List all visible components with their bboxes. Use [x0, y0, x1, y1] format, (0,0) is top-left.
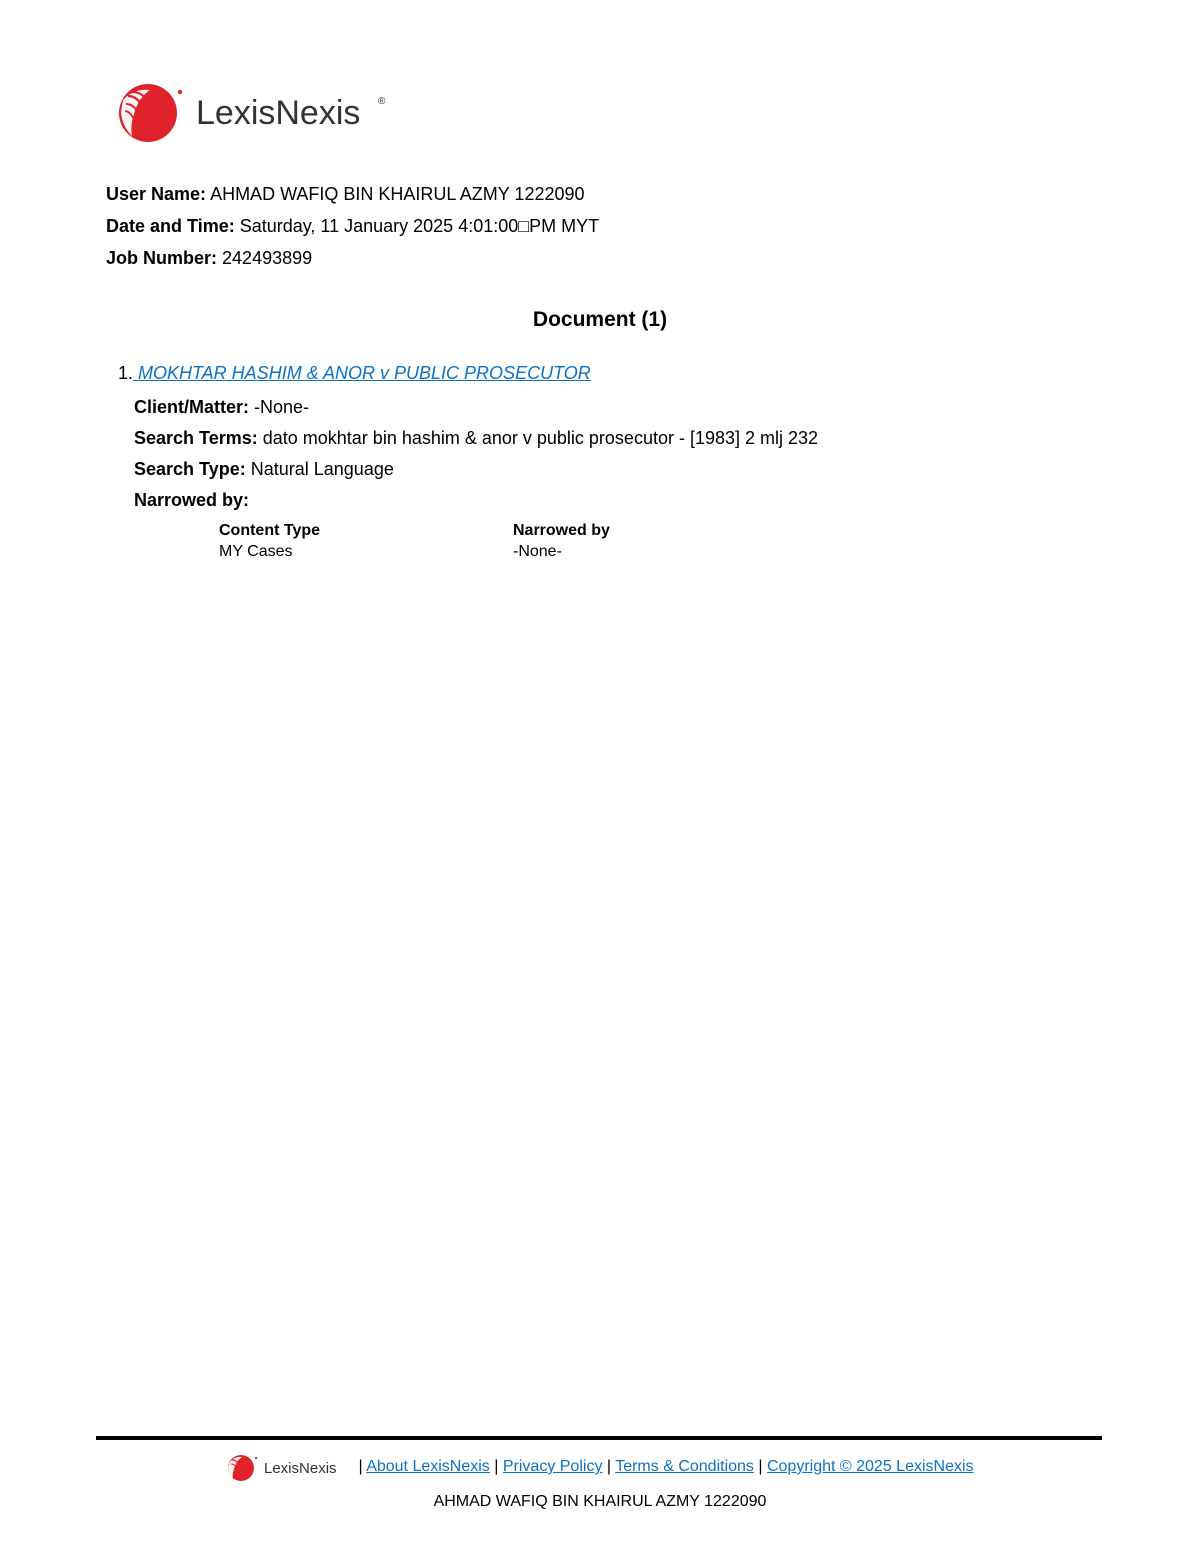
copyright-link[interactable]: Copyright © 2025 LexisNexis [766, 1458, 974, 1476]
footer-emblem-icon [228, 1455, 257, 1481]
registered-mark: ® [378, 96, 386, 107]
footer-divider [96, 1436, 1102, 1440]
table-header-content-type: Content Type [219, 522, 321, 539]
document-details [134, 392, 818, 516]
datetime-row [106, 210, 599, 242]
user-name-row [106, 178, 599, 210]
job-metadata [106, 178, 599, 274]
terms-conditions-link[interactable]: Terms & Conditions [615, 1458, 754, 1476]
job-number-value: 242493899 [222, 248, 313, 268]
search-type-row [134, 454, 818, 485]
search-type-label: Search Type: [134, 459, 246, 479]
about-lexisnexis-link[interactable]: About LexisNexis [366, 1458, 490, 1476]
footer-separator: | [753, 1458, 767, 1476]
footer-separator: | [489, 1458, 503, 1476]
search-terms-row [134, 423, 818, 454]
document-count-heading: Document (1) [532, 308, 668, 331]
client-matter-label: Client/Matter: [134, 397, 250, 417]
datetime-value: Saturday, 11 January 2025 4:01:00□PM MYT [239, 216, 600, 236]
table-header-narrowed-by: Narrowed by [513, 522, 610, 539]
footer-user-name: AHMAD WAFIQ BIN KHAIRUL AZMY 1222090 [433, 1493, 767, 1510]
footer-logo-wordmark: LexisNexis [264, 1460, 337, 1477]
document-list [118, 360, 818, 516]
logo-wordmark: LexisNexis [196, 94, 361, 132]
footer-lexisnexis-logo [226, 1452, 358, 1482]
privacy-policy-link[interactable]: Privacy Policy [502, 1458, 603, 1476]
lexisnexis-logo [116, 80, 396, 144]
datetime-label: Date and Time: [106, 216, 235, 236]
narrowed-by-row [134, 485, 818, 516]
document-number: 1. [118, 363, 134, 383]
user-name-value: AHMAD WAFIQ BIN KHAIRUL AZMY 1222090 [210, 184, 585, 204]
search-terms-label: Search Terms: [134, 428, 258, 448]
narrowed-by-label: Narrowed by: [134, 490, 250, 510]
document-title-link[interactable]: MOKHTAR HASHIM & ANOR v PUBLIC PROSECUTOR [133, 363, 591, 383]
narrowed-by-column [513, 520, 610, 562]
user-name-label: User Name: [106, 184, 207, 204]
footer-separator: | [602, 1458, 616, 1476]
search-type-value: Natural Language [250, 459, 394, 479]
job-number-row [106, 242, 599, 274]
search-terms-value: dato mokhtar bin hashim & anor v public prosecutor - [1983] 2 mlj 232 [262, 428, 819, 448]
table-cell-narrowed-by: -None- [513, 543, 562, 560]
table-cell-content-type: MY Cases [219, 543, 293, 560]
footer-separator: | [358, 1458, 367, 1476]
job-number-label: Job Number: [106, 248, 218, 268]
document-item [118, 360, 818, 386]
content-type-column [219, 520, 320, 562]
lexisnexis-emblem-icon [119, 84, 182, 142]
client-matter-row [134, 392, 818, 423]
footer-links [0, 1452, 1200, 1482]
client-matter-value: -None- [254, 397, 310, 417]
